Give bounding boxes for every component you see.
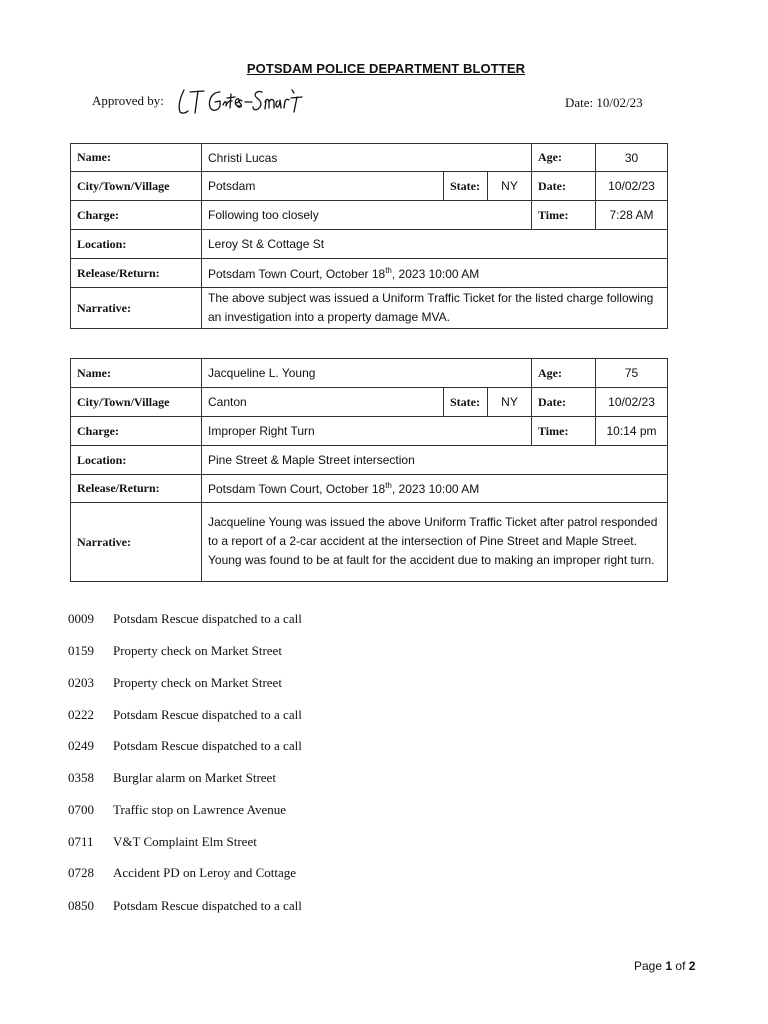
page-word: Page [634,959,663,973]
approver-signature [174,84,314,118]
release-ordinal: th [385,481,392,490]
log-entry [68,738,302,754]
date-value: 10/02/23 [596,95,643,110]
release-ordinal: th [385,265,392,275]
log-code: 0203 [68,675,94,690]
name-label: Name: [71,359,202,388]
log-text: Property check on Market Street [113,643,282,658]
log-entry [68,643,282,659]
log-code: 0850 [68,898,94,913]
city-label: City/Town/Village [71,172,202,201]
time-value: 7:28 AM [596,201,668,230]
time-value: 10:14 pm [596,417,668,446]
age-label: Age: [532,144,596,172]
date-value: 10/02/23 [596,172,668,201]
log-entry [68,770,276,786]
release-text: Potsdam Town Court, October 18 [208,266,386,281]
log-text: Accident PD on Leroy and Cottage [113,865,297,880]
name-label: Name: [71,144,202,172]
log-code: 0159 [68,643,94,658]
log-entry [68,865,296,881]
log-text: Burglar alarm on Market Street [113,770,276,785]
log-code: 0711 [68,834,94,849]
time-label: Time: [532,201,596,230]
date-label: Date: [532,388,596,417]
blotter-record [70,358,668,582]
narrative-label: Narrative: [71,288,202,329]
blotter-date [565,95,643,111]
log-code: 0249 [68,738,94,753]
narrative-value: The above subject was issued a Uniform Traffic Ticket for the listed charge following an investigation into a property damage MVA. [202,288,668,329]
log-text: Property check on Market Street [113,675,282,690]
release-text: Potsdam Town Court, October 18 [208,482,386,496]
narrative-label: Narrative: [71,503,202,582]
log-entry [68,898,302,914]
log-code: 0009 [68,611,94,626]
location-label: Location: [71,446,202,475]
date-label: Date: [532,172,596,201]
location-value: Pine Street & Maple Street intersection [202,446,668,475]
city-value: Canton [202,388,444,417]
log-entry [68,707,302,723]
log-text: Potsdam Rescue dispatched to a call [113,738,302,753]
total-pages: 2 [688,959,696,973]
of-word: of [675,959,686,973]
log-text: V&T Complaint Elm Street [113,834,257,849]
time-label: Time: [532,417,596,446]
log-text: Potsdam Rescue dispatched to a call [113,898,302,913]
name-value: Jacqueline L. Young [202,359,532,388]
log-code: 0728 [68,865,94,880]
name-value: Christi Lucas [202,144,532,172]
narrative-value: Jacqueline Young was issued the above Uniform Traffic Ticket after patrol responded to a report of a 2-car accident at the intersection of Pine Street and Maple Street. Young was found to be at fault for the accident due to making an improper right turn. [202,503,668,582]
state-label: State: [444,172,488,201]
release-value [202,475,668,503]
charge-label: Charge: [71,201,202,230]
state-label: State: [444,388,488,417]
current-page: 1 [665,959,673,973]
charge-value: Following too closely [202,201,532,230]
log-code: 0700 [68,802,94,817]
city-label: City/Town/Village [71,388,202,417]
date-label: Date: [565,95,594,110]
log-entry [68,611,302,627]
log-entry [68,834,257,850]
location-label: Location: [71,230,202,259]
release-value [202,259,668,288]
age-value: 30 [596,144,668,172]
blotter-record [70,143,668,329]
log-entry [68,675,282,691]
date-value: 10/02/23 [596,388,668,417]
release-text-end: , 2023 10:00 AM [391,266,480,281]
charge-label: Charge: [71,417,202,446]
release-text-end: , 2023 10:00 AM [391,482,480,496]
release-label: Release/Return: [71,259,202,288]
log-entry [68,802,286,818]
approved-by-label: Approved by: [92,93,164,108]
log-text: Traffic stop on Lawrence Avenue [113,802,287,817]
log-code: 0358 [68,770,94,785]
location-value: Leroy St & Cottage St [202,230,668,259]
age-label: Age: [532,359,596,388]
state-value: NY [488,388,532,417]
page-number [634,959,695,973]
log-text: Potsdam Rescue dispatched to a call [113,611,302,626]
age-value: 75 [596,359,668,388]
city-value: Potsdam [202,172,444,201]
log-text: Potsdam Rescue dispatched to a call [113,707,302,722]
log-code: 0222 [68,707,94,722]
charge-value: Improper Right Turn [202,417,532,446]
state-value: NY [488,172,532,201]
page-title: POTSDAM POLICE DEPARTMENT BLOTTER [246,61,526,76]
release-label: Release/Return: [71,475,202,503]
